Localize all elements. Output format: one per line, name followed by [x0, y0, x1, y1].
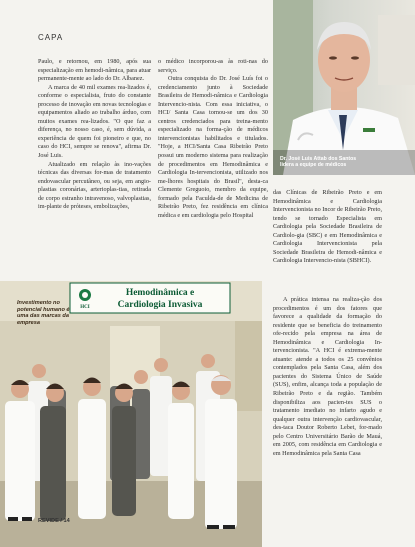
sign-line-1: Hemodinâmica e	[125, 288, 195, 298]
text-column-2	[158, 58, 268, 220]
text-column-1	[38, 58, 151, 212]
sign-logo-text: HCI	[80, 305, 90, 310]
group-photo-caption: Investimento no potencial humano é uma das marcas da empresa	[17, 300, 70, 326]
text-column-3	[273, 189, 382, 266]
paragraph: Outra conquista do Dr. José Luís foi o credenciamento junto à Sociedade Brasileira de Hemodi-nâmica e Cardiologia Intervencio-nista. Com essa iniciativa, o HCI/ Santa Casa tornou-se um dos 30 centros credenciados para treina-mento especializado na forma-ção de médicos intervencionistas habilitados e titulados. "Hoje, a HCI/Santa Casa Ribeirão Preto possui um moderno sistema para realização de procedimentos em Hemodinâmica e Cardiologia In-tervencionista, utilizado nos me-lhores hospitais do Brasil", desta-ca Clemente Greguoio, membro da equipe, formado pela Faculda-de de Medicina de Ribeirão Preto, fez residência em clínica médica e em cardiologia pelo Hospital	[158, 75, 268, 219]
text-column-3-continued	[273, 296, 382, 458]
paragraph: Atualizado em relação às ino-vações técnicas das diversas for-mas de tratamento endovascular percutâneo, ou seja, em angio-plastias coronárias, arterioplas-tias, retirada de corpo estranho intravenoso, valvoplastias, im-plante de próteses, embolizações,	[38, 160, 151, 211]
hci-logo-icon	[79, 289, 91, 301]
portrait-illustration	[273, 0, 415, 175]
paragraph: A marca de 40 mil exames rea-lizados é, conforme o especialista, fruto do constante processo de inovação em novas tecnologias e equipamentos aliado ao trabalho árduo, com muitos exames rea-lizados. "O que faz a diferença, no nosso caso, é, sem dúvida, a experiência de quem foi pioneiro e que, no caso do HCI, sempre se renova", afirma Dr. José Luis.	[38, 83, 151, 160]
paragraph: o médico incorporou-as às roti-nas do serviço.	[158, 58, 268, 74]
sign-line-2: Cardiologia Invasiva	[117, 300, 203, 310]
page-footer: REVIDE / 14	[38, 518, 70, 524]
paragraph: Paulo, e retornou, em 1980, após sua especialização em hemodi-nâmica, para atuar permanente-mente ao lado do Dr. Albanez.	[38, 58, 151, 83]
paragraph: das Clínicas de Ribeirão Preto e em Hemodinâmica e Cardiologia Intervencionista no Incor de Ribeirão Preto, tendo se tornado Especialista em Cardiologia pela Sociedade Brasileira de Cardiolo-gia (SBC) e em Hemodinâmica e Cardiologia Intervencionista pela Sociedade Brasileira de Hemodi-nâmica e Cardiologia Intervencio-nista (SBHCI).	[273, 189, 382, 265]
portrait-photo	[273, 0, 415, 175]
section-label: CAPA	[38, 33, 64, 42]
portrait-caption: Dr. José Luis Attab dos Santos lidera a equipe de médicos	[280, 156, 357, 169]
paragraph: A prática intensa na realiza-ção dos procedimentos é um dos fatores que favorece a qualidade da formação do residente que se beneficia do treinamento ofe-recido pela empresa na área de Hemodinâmica e Cardiologia In-tervencionista. "A HCI é extrema-mente atuante: atende a todos os 25 convênios contemplados pela Santa Casa, além dos pacientes do Sistema Único de Saúde (SUS), enfim, alcança toda a população de Ribeirão Preto e da região. Também disponibiliza aos pacien-tes SUS o tratamento imediato no infarto agudo e qualquer outra intervenção cardiovascular, des-taca Doutor Roberto Lebet, for-mado pelo Centro Universitário Barão de Mauá, em 2005, com residência em Cardiologia e em Hemodinâmica pela Santa Casa	[273, 296, 382, 457]
